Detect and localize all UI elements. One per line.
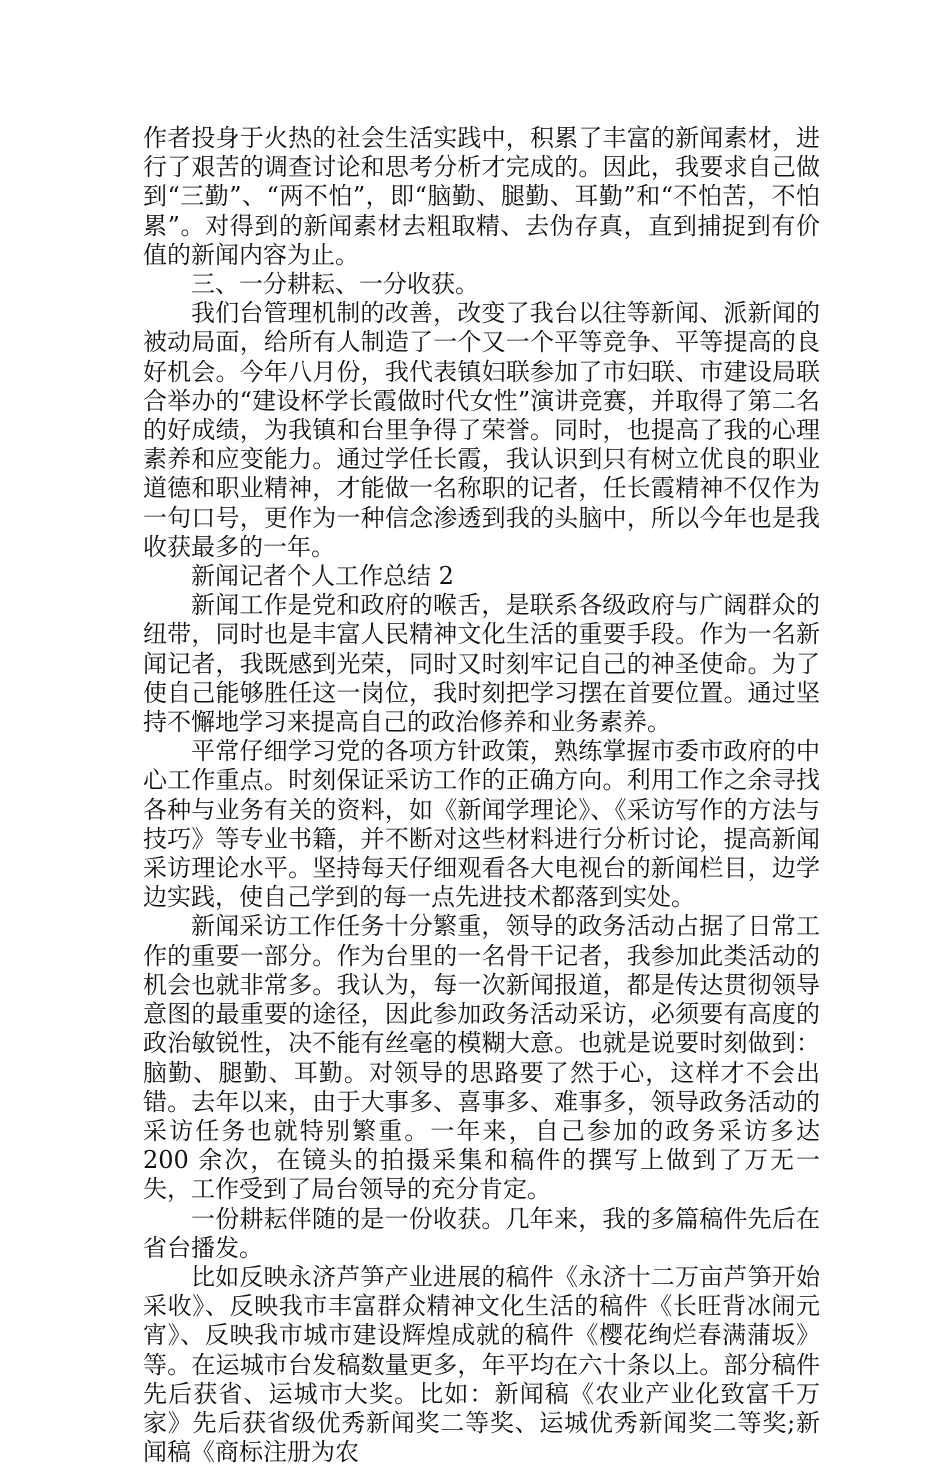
section-heading-3: 三、一分耕耘、一分收获。 — [191, 270, 479, 299]
paragraph-5: 新闻采访工作任务十分繁重，领导的政务活动占据了日常工作的重要一部分。作为台里的一名骨干记者，我参加此类活动的机会也就非常多。我认为，每一次新闻报道，都是传达贯彻领导意图的最重要的途径，因此参加政务活动采访，必须要有高度的政治敏锐性，决不能有丝毫的模糊大意。也就是说要时刻做到：脑勤、腿勤、耳勤。对领导的思路要了然于心，这样才不会出错。去年以来，由于大事多、喜事多、难事多，领导政务活动的采访任务也就特别繁重。一年来，自己参加的政务采访多达 200 余次，在镜头的拍摄采集和稿件的撰写上做到了万无一失，工作受到了局台领导的充分肯定。 — [143, 912, 820, 1204]
section-heading-summary-2: 新闻记者个人工作总结 2 — [191, 562, 454, 591]
paragraph-7: 比如反映永济芦笋产业进展的稿件《永济十二万亩芦笋开始采收》、反映我市丰富群众精神文化生活的稿件《长旺背冰闹元宵》、反映我市城市建设辉煌成就的稿件《樱花绚烂春满蒲坂》等。在运城市台发稿数量更多，年平均在六十条以上。部分稿件先后获省、运城市大奖。比如：新闻稿《农业产业化致富千万家》先后获省级优秀新闻奖二等奖、运城优秀新闻奖二等奖;新闻稿《商标注册为农 — [143, 1262, 820, 1467]
paragraph-6: 一份耕耘伴随的是一份收获。几年来，我的多篇稿件先后在省台播发。 — [143, 1204, 820, 1262]
paragraph-2: 我们台管理机制的改善，改变了我台以往等新闻、派新闻的被动局面，给所有人制造了一个又一个平等竞争、平等提高的良好机会。今年八月份，我代表镇妇联参加了市妇联、市建设局联合举办的“建设杯学长霞做时代女性”演讲竞赛，并取得了第二名的好成绩，为我镇和台里争得了荣誉。同时，也提高了我的心理素养和应变能力。通过学任长霞，我认识到只有树立优良的职业道德和职业精神，才能做一名称职的记者，任长霞精神不仅作为一句口号，更作为一种信念渗透到我的头脑中，所以今年也是我收获最多的一年。 — [143, 299, 820, 561]
paragraph-3: 新闻工作是党和政府的喉舌，是联系各级政府与广阔群众的纽带，同时也是丰富人民精神文化生活的重要手段。作为一名新闻记者，我既感到光荣，同时又时刻牢记自己的神圣使命。为了使自己能够胜任这一岗位，我时刻把学习摆在首要位置。通过坚持不懈地学习来提高自己的政治修养和业务素养。 — [143, 591, 820, 737]
paragraph-1: 作者投身于火热的社会生活实践中，积累了丰富的新闻素材，进行了艰苦的调查讨论和思考分析才完成的。因此，我要求自己做到“三勤”、“两不怕”，即“脑勤、腿勤、耳勤”和“不怕苦，不怕累”。对得到的新闻素材去粗取精、去伪存真，直到捕捉到有价值的新闻内容为止。 — [143, 124, 820, 269]
document-page — [143, 124, 820, 1467]
paragraph-4: 平常仔细学习党的各项方针政策，熟练掌握市委市政府的中心工作重点。时刻保证采访工作的正确方向。利用工作之余寻找各种与业务有关的资料，如《新闻学理论》、《采访写作的方法与技巧》等专业书籍，并不断对这些材料进行分析讨论，提高新闻采访理论水平。坚持每天仔细观看各大电视台的新闻栏目，边学边实践，使自己学到的每一点先进技术都落到实处。 — [143, 737, 820, 912]
